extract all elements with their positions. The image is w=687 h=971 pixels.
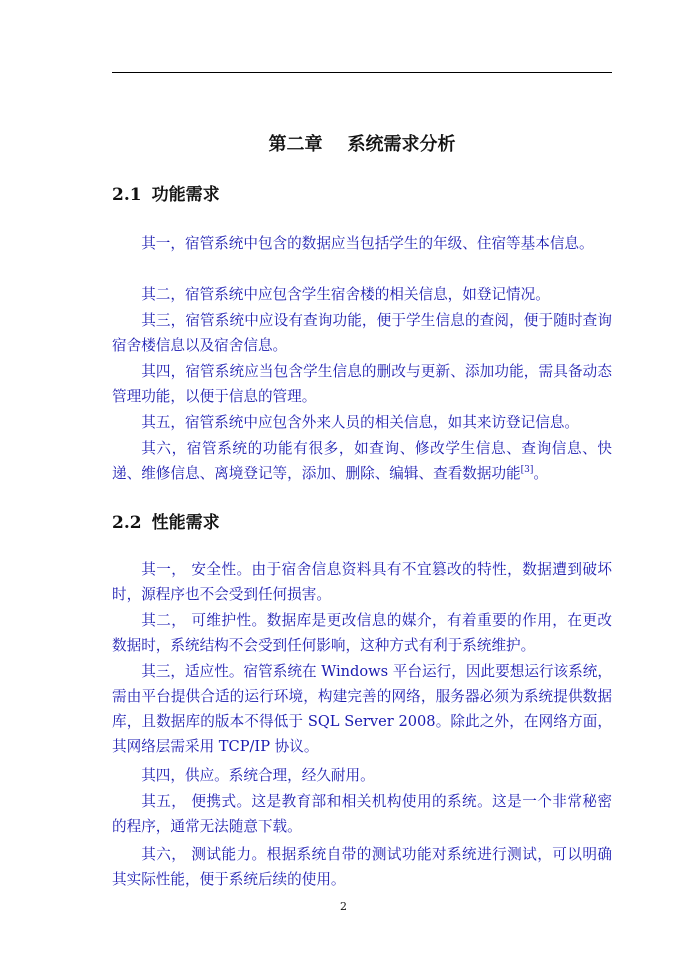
paragraph: 其四，供应。系统合理，经久耐用。	[141, 767, 375, 784]
section-number: 2.2	[112, 513, 142, 533]
page-number: 2	[340, 900, 347, 913]
paragraph: 其二，宿管系统中应包含学生宿舍楼的相关信息，如登记情况。	[141, 286, 550, 303]
section-title: 功能需求	[151, 185, 220, 205]
section-heading-2-1	[112, 183, 220, 207]
paragraph: 其三，宿管系统中应设有查询功能，便于学生信息的查阅，便于随时查询宿舍楼信息以及宿舍信息。	[112, 312, 612, 354]
paragraph: 其一， 安全性。由于宿舍信息资料具有不宜篡改的特性，数据遭到破坏时，源程序也不会受到任何损害。	[112, 561, 612, 603]
paragraph: 其五， 便携式。这是教育部和相关机构使用的系统。这是一个非常秘密的程序，通常无法随意下载。	[112, 793, 612, 835]
paragraph: 其四，宿管系统应当包含学生信息的删改与更新、添加功能，需具备动态管理功能，以便于信息的管理。	[112, 363, 612, 405]
section-heading-2-2	[112, 511, 220, 535]
paragraph: 其三，适应性。宿管系统在 Windows 平台运行，因此要想运行该系统，需由平台提供合适的运行环境，构建完善的网络，服务器必须为系统提供数据库，且数据库的版本不得低于 SQL Server 2008。除此之外，在网络方面，其网络层需采用 TCP/IP 协议。	[112, 663, 612, 755]
paragraph: 其二， 可维护性。数据库是更改信息的媒介，有着重要的作用，在更改数据时，系统结构不会受到任何影响，这种方式有利于系统维护。	[112, 612, 612, 654]
section-number: 2.1	[112, 185, 142, 205]
chapter-title: 第二章 系统需求分析	[268, 134, 456, 155]
header-rule	[112, 72, 612, 73]
paragraph: 其五，宿管系统中应包含外来人员的相关信息，如其来访登记信息。	[141, 414, 580, 431]
paragraph: 其六， 测试能力。根据系统自带的测试功能对系统进行测试，可以明确其实际性能，便于系统后续的使用。	[112, 846, 612, 888]
citation-ref: [3]	[520, 465, 534, 476]
paragraph: 其一，宿管系统中包含的数据应当包括学生的年级、住宿等基本信息。	[141, 235, 594, 252]
section-title: 性能需求	[151, 513, 220, 533]
paragraph-end: 。	[533, 465, 548, 482]
paragraph-text: 其六，宿管系统的功能有很多，如查询、修改学生信息、查询信息、快递、维修信息、离境登记等，添加、删除、编辑、查看数据功能	[112, 440, 612, 482]
paragraph-with-citation	[112, 436, 612, 486]
